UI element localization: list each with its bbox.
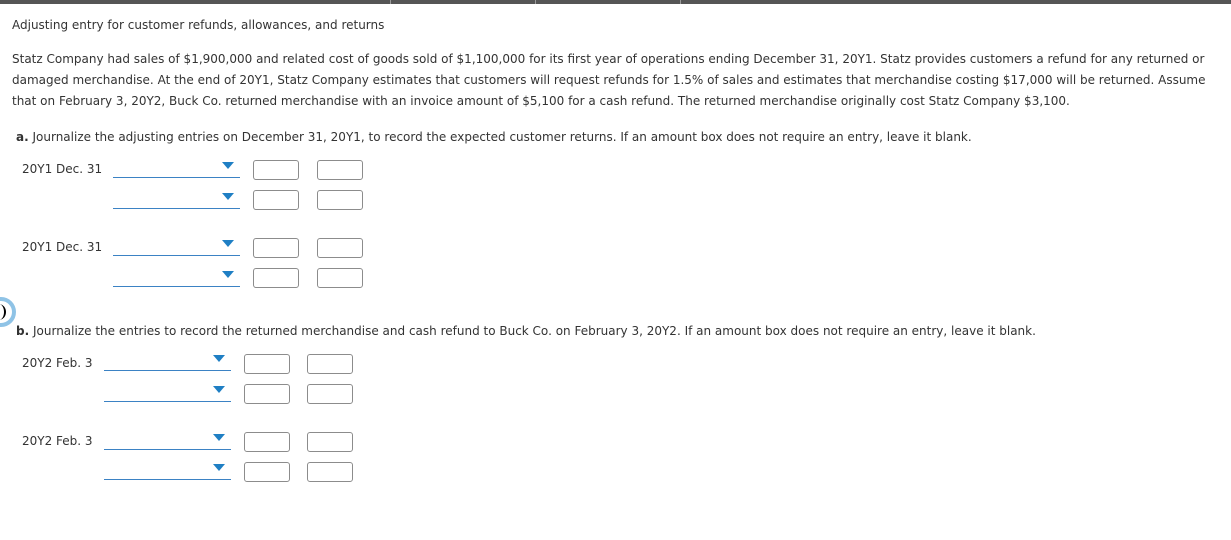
account-dropdown[interactable] bbox=[113, 235, 240, 256]
debit-amount-input[interactable] bbox=[253, 190, 299, 210]
credit-amount-input[interactable] bbox=[317, 268, 363, 288]
debit-amount-input[interactable] bbox=[253, 160, 299, 180]
entry-date: 20Y1 Dec. 31 bbox=[22, 162, 103, 176]
account-dropdown[interactable] bbox=[104, 350, 231, 371]
account-dropdown[interactable] bbox=[104, 429, 231, 450]
part-b-instruction bbox=[16, 324, 1036, 338]
top-bar-divider bbox=[390, 0, 391, 4]
problem-text: Statz Company had sales of $1,900,000 and related cost of goods sold of $1,100,000 for its first year of operations ending December 31, 20Y1. Statz provides customers a refund for any returned or damaged merchandise. At the end of 20Y1, Statz Company estimates that customers will request refunds for 1.5% of sales and estimates that merchandise costing $17,000 will be returned. Assume that on February 3, 20Y2, Buck Co. returned merchandise with an invoice amount of $5,100 for a cash refund. The returned merchandise originally cost Statz Company $3,100. bbox=[12, 52, 1206, 108]
entry-date: 20Y2 Feb. 3 bbox=[22, 434, 93, 448]
chevron-down-icon bbox=[222, 240, 234, 247]
debit-amount-input[interactable] bbox=[244, 384, 290, 404]
debit-amount-input[interactable] bbox=[244, 354, 290, 374]
account-dropdown[interactable] bbox=[113, 157, 240, 178]
debit-amount-input[interactable] bbox=[244, 432, 290, 452]
top-bar-divider bbox=[535, 0, 536, 4]
account-dropdown[interactable] bbox=[113, 188, 240, 209]
part-a-label: a. bbox=[16, 130, 29, 144]
chevron-down-icon bbox=[222, 271, 234, 278]
account-dropdown[interactable] bbox=[104, 381, 231, 402]
chevron-down-icon bbox=[213, 386, 225, 393]
account-dropdown[interactable] bbox=[113, 266, 240, 287]
entry-date: 20Y1 Dec. 31 bbox=[22, 240, 103, 254]
credit-amount-input[interactable] bbox=[317, 160, 363, 180]
chevron-down-icon bbox=[213, 434, 225, 441]
credit-amount-input[interactable] bbox=[307, 354, 353, 374]
help-icon[interactable] bbox=[0, 297, 16, 327]
debit-amount-input[interactable] bbox=[244, 462, 290, 482]
part-a-instruction-text: Journalize the adjusting entries on December 31, 20Y1, to record the expected customer returns. If an amount box does not require an entry, leave it blank. bbox=[32, 130, 972, 144]
part-b-instruction-text: Journalize the entries to record the returned merchandise and cash refund to Buck Co. on February 3, 20Y2. If an amount box does not require an entry, leave it blank. bbox=[32, 324, 1036, 338]
credit-amount-input[interactable] bbox=[307, 462, 353, 482]
credit-amount-input[interactable] bbox=[317, 190, 363, 210]
chevron-down-icon bbox=[222, 193, 234, 200]
page-title: Adjusting entry for customer refunds, allowances, and returns bbox=[12, 18, 385, 32]
top-bar-divider bbox=[680, 0, 681, 4]
part-a-instruction bbox=[16, 130, 972, 144]
credit-amount-input[interactable] bbox=[307, 384, 353, 404]
credit-amount-input[interactable] bbox=[307, 432, 353, 452]
entry-date: 20Y2 Feb. 3 bbox=[22, 356, 93, 370]
chevron-down-icon bbox=[213, 464, 225, 471]
debit-amount-input[interactable] bbox=[253, 268, 299, 288]
debit-amount-input[interactable] bbox=[253, 238, 299, 258]
part-b-label: b. bbox=[16, 324, 30, 338]
top-bar bbox=[0, 0, 1231, 4]
chevron-down-icon bbox=[222, 162, 234, 169]
chevron-down-icon bbox=[213, 355, 225, 362]
credit-amount-input[interactable] bbox=[317, 238, 363, 258]
account-dropdown[interactable] bbox=[104, 459, 231, 480]
